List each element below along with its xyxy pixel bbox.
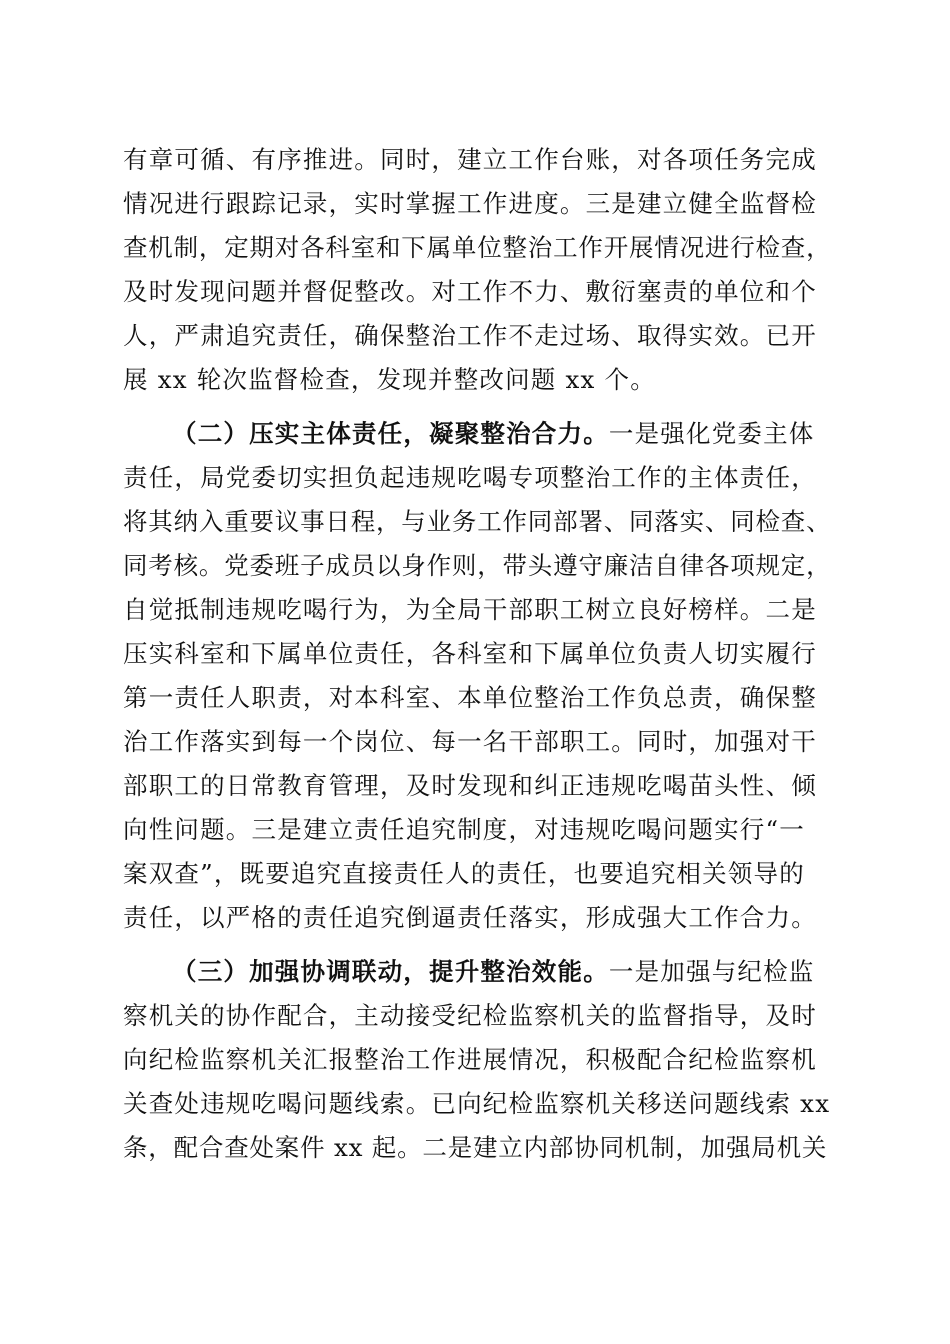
text-line: 自觉抵制违规吃喝行为，为全局干部职工树立良好榜样。二是: [123, 595, 817, 624]
text-line: 责任，以严格的责任追究倒逼责任落实，形成强大工作合力。: [123, 903, 817, 932]
text-line: 有章可循、有序推进。同时，建立工作台账，对各项任务完成: [123, 145, 817, 174]
text-run: 一是加强与纪检监: [608, 957, 815, 986]
text-line: 治工作落实到每一个岗位、每一名干部职工。同时，加强对干: [123, 727, 817, 756]
text-line: 人，严肃追究责任，确保整治工作不走过场、取得实效。已开: [123, 321, 817, 350]
text-line: 向纪检监察机关汇报整治工作进展情况，积极配合纪检监察机: [123, 1045, 817, 1074]
text-line: 向性问题。三是建立责任追究制度，对违规吃喝问题实行“一: [123, 815, 805, 844]
section-heading-line: [172, 412, 832, 456]
text-run: 一是强化党委主体: [608, 419, 815, 448]
text-line: 条，配合查处案件 xx 起。二是建立内部协同机制，加强局机关: [123, 1133, 828, 1162]
text-line: 展 xx 轮次监督检查，发现并整改问题 xx 个。: [123, 365, 656, 394]
text-line: 察机关的协作配合，主动接受纪检监察机关的监督指导，及时: [123, 1001, 817, 1030]
section-heading-2: （二）压实主体责任，凝聚整治合力。: [172, 419, 609, 448]
text-line: 同考核。党委班子成员以身作则，带头遵守廉洁自律各项规定，: [123, 551, 832, 580]
text-line: 部职工的日常教育管理，及时发现和纠正违规吃喝苗头性、倾: [123, 771, 817, 800]
text-line: 将其纳入重要议事日程，与业务工作同部署、同落实、同检查、: [123, 507, 832, 536]
text-line: 案双查”，既要追究直接责任人的责任，也要追究相关领导的: [123, 859, 805, 888]
text-line: 责任，局党委切实担负起违规吃喝专项整治工作的主体责任，: [123, 463, 817, 492]
text-line: 情况进行跟踪记录，实时掌握工作进度。三是建立健全监督检: [123, 189, 817, 218]
text-line: 查机制，定期对各科室和下属单位整治工作开展情况进行检查，: [123, 233, 832, 262]
section-heading-line: [172, 950, 832, 994]
text-line: 压实科室和下属单位责任，各科室和下属单位负责人切实履行: [123, 639, 817, 668]
text-line: 及时发现问题并督促整改。对工作不力、敷衍塞责的单位和个: [123, 277, 817, 306]
text-line: 关查处违规吃喝问题线索。已向纪检监察机关移送问题线索 xx: [123, 1089, 831, 1118]
section-heading-3: （三）加强协调联动，提升整治效能。: [172, 957, 609, 986]
text-line: 第一责任人职责，对本科室、本单位整治工作负总责，确保整: [123, 683, 817, 712]
